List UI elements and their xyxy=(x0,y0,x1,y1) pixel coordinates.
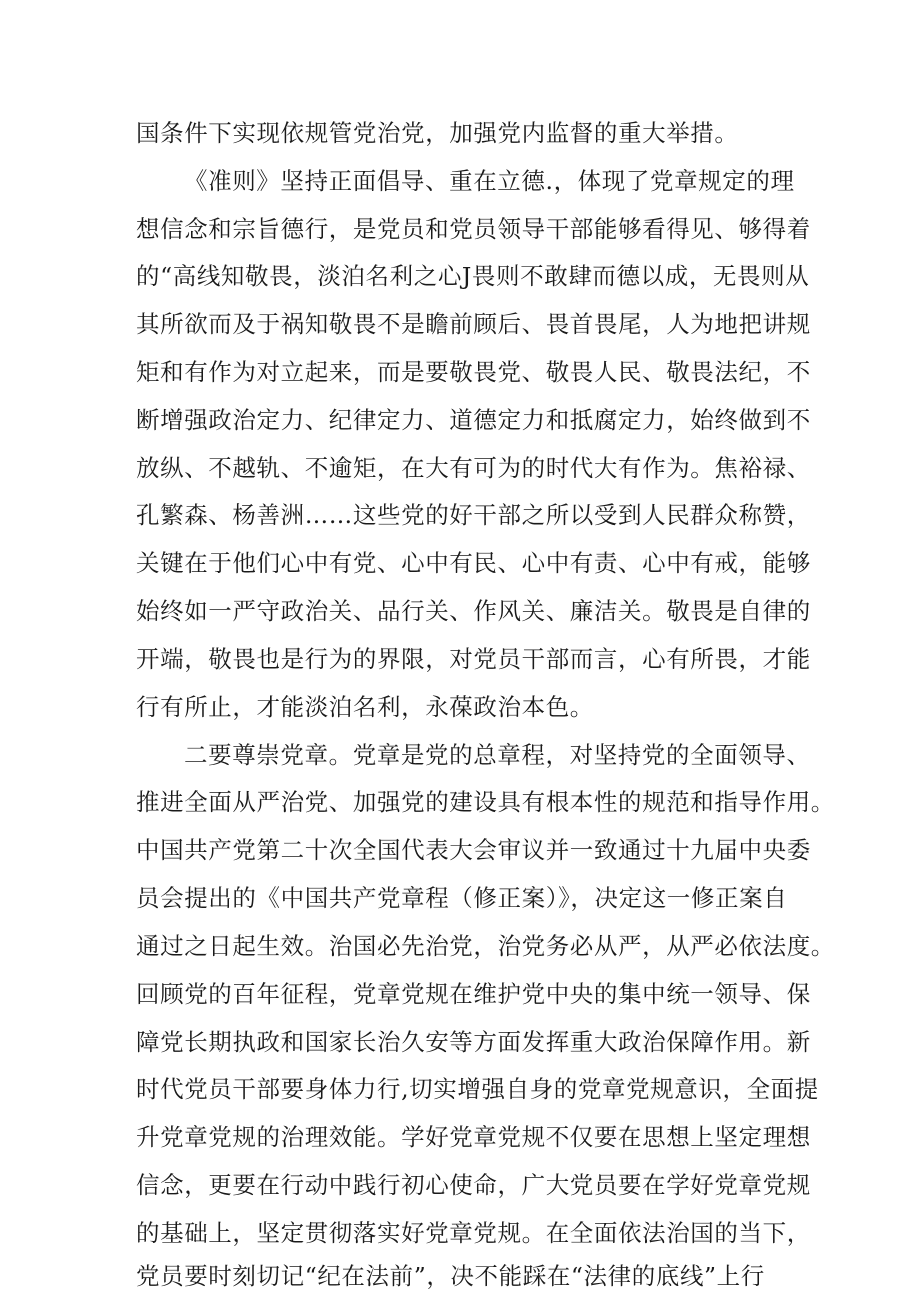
text-line: 通过之日起生效。治国必先治党，治党务必从严，从严必依法度。 xyxy=(136,932,835,960)
paragraph-start-line: 二要尊崇党章。党章是党的总章程，对坚持党的全面领导、 xyxy=(184,741,811,769)
text-line: 断增强政治定力、纪律定力、道德定力和抵腐定力，始终做到不 xyxy=(136,406,811,434)
text-line: 其所欲而及于祸知敬畏不是瞻前顾后、畏首畏尾，人为地把讲规 xyxy=(136,310,811,338)
text-line: 时代党员干部要身体力行,切实增强自身的党章党规意识，全面提 xyxy=(136,1075,819,1103)
text-line: 的基础上，坚定贯彻落实好党章党规。在全面依法治国的当下， xyxy=(136,1219,811,1247)
text-line: 放纵、不越轨、不逾矩，在大有可为的时代大有作为。焦裕禄、 xyxy=(136,454,811,482)
text-line: 障党长期执政和国家长治久安等方面发挥重大政治保障作用。新 xyxy=(136,1028,811,1056)
text-line: 矩和有作为对立起来，而是要敬畏党、敬畏人民、敬畏法纪，不 xyxy=(136,358,811,386)
text-line: 中国共产党第二十次全国代表大会审议并一致通过十九届中央委 xyxy=(136,836,811,864)
text-line: 孔繁森、杨善洲……这些党的好干部之所以受到人民群众称赞， xyxy=(136,501,811,529)
text-line: 行有所止，才能淡泊名利，永葆政治本色。 xyxy=(136,693,594,721)
text-line: 员会提出的《中国共产党章程（修正案）》，决定这一修正案自 xyxy=(136,884,788,912)
text-line: 推进全面从严治党、加强党的建设具有根本性的规范和指导作用。 xyxy=(136,788,835,816)
paragraph-start-line: 《准则》坚持正面倡导、重在立德.，体现了党章规定的理 xyxy=(184,167,795,195)
text-line: 始终如一严守政治关、品行关、作风关、廉洁关。敬畏是自律的 xyxy=(136,597,811,625)
text-line: 党员要时刻切记“纪在法前”，决不能踩在“法律的底线”上行 xyxy=(136,1262,765,1290)
text-line: 关键在于他们心中有党、心中有民、心中有责、心中有戒，能够 xyxy=(136,549,811,577)
text-line: 开端，敬畏也是行为的界限，对党员干部而言，心有所畏，才能 xyxy=(136,645,811,673)
text-line: 信念，更要在行动中践行初心使命，广大党员要在学好党章党规 xyxy=(136,1171,811,1199)
text-line: 升党章党规的治理效能。学好党章党规不仅要在思想上坚定理想 xyxy=(136,1123,811,1151)
text-line: 国条件下实现依规管党治党，加强党内监督的重大举措。 xyxy=(136,119,739,147)
text-line: 想信念和宗旨德行，是党员和党员领导干部能够看得见、够得着 xyxy=(136,215,811,243)
text-line: 回顾党的百年征程，党章党规在维护党中央的集中统一领导、保 xyxy=(136,980,811,1008)
text-line: 的“高线知敬畏，淡泊名利之心J畏则不敢肆而德以成，无畏则从 xyxy=(136,262,810,290)
